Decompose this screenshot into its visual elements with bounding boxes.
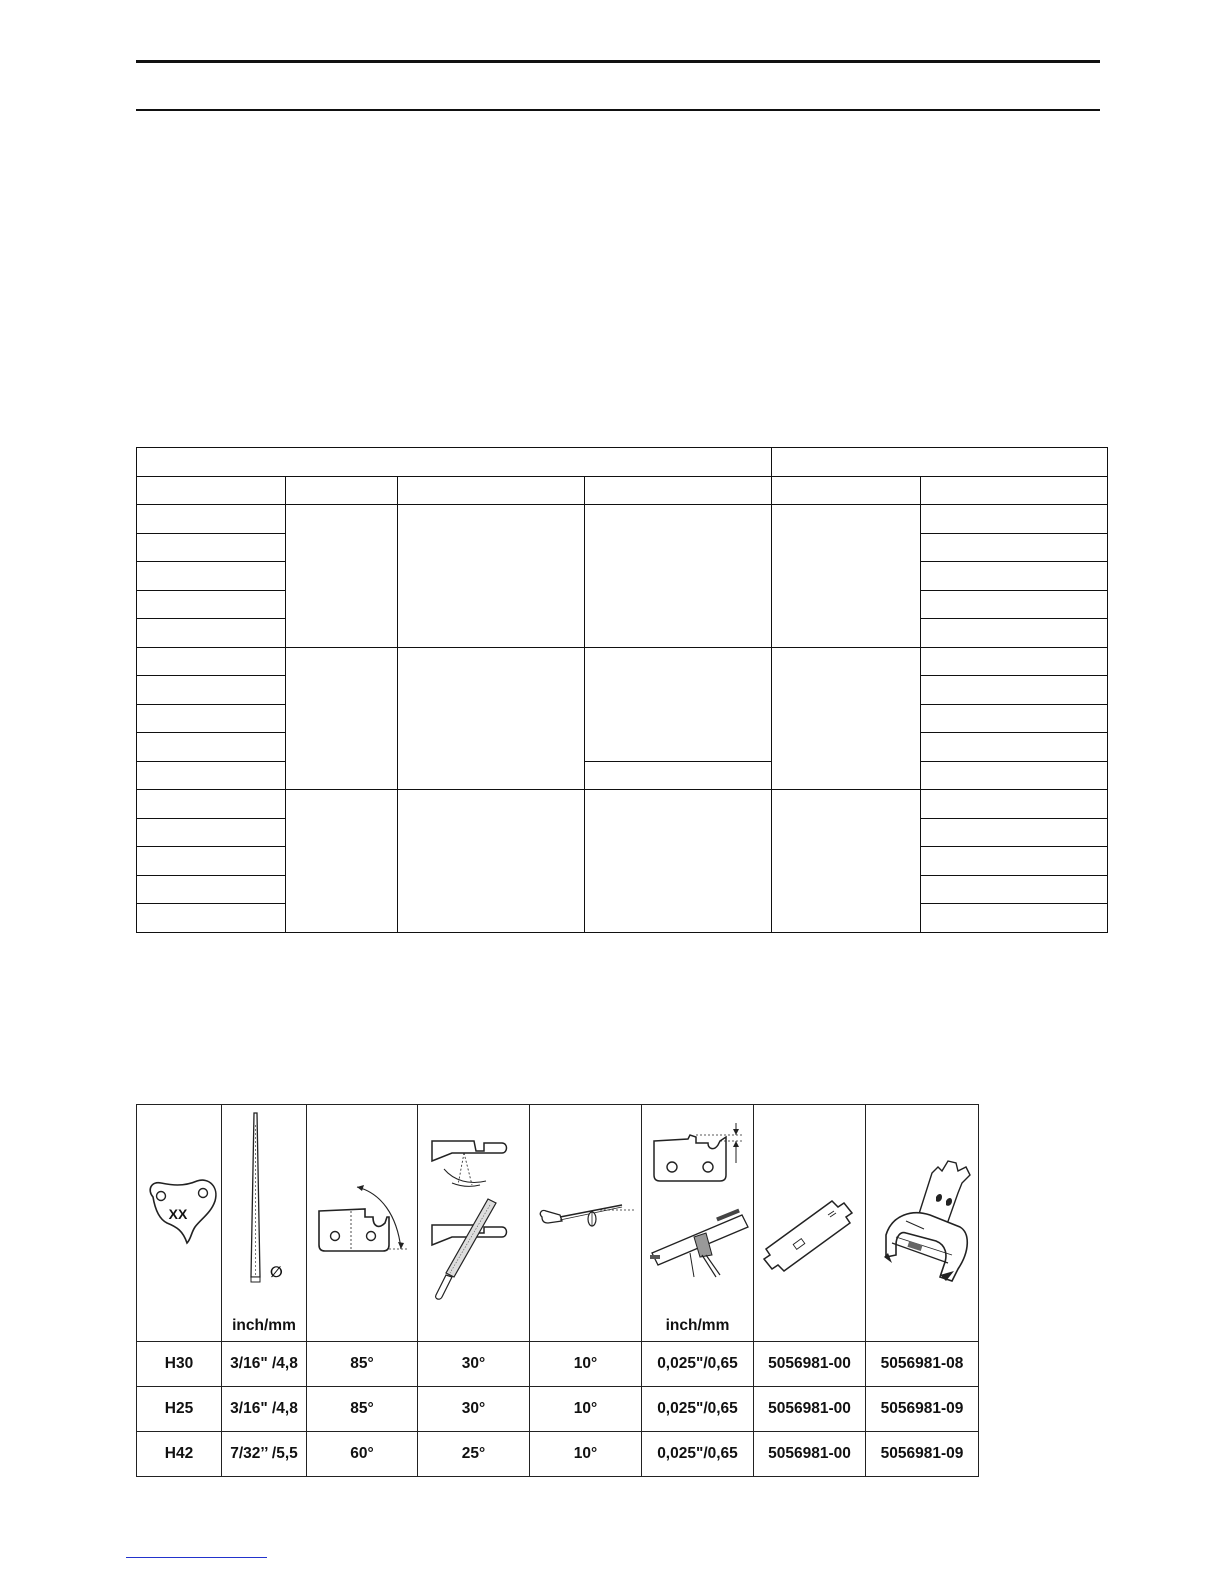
table-cell bbox=[772, 790, 921, 933]
table-header-cell bbox=[398, 476, 585, 505]
table-row bbox=[137, 1342, 979, 1387]
file-tilt-icon bbox=[530, 1105, 642, 1341]
table-cell bbox=[137, 533, 286, 562]
table-cell bbox=[286, 790, 398, 933]
file-gauge-icon-cell bbox=[866, 1105, 979, 1342]
file-size-cell: 7/32’’ /5,5 bbox=[222, 1432, 307, 1477]
cutter-cell: H30 bbox=[137, 1342, 222, 1387]
table-cell bbox=[921, 619, 1108, 648]
table-cell bbox=[137, 790, 286, 819]
cutter-cell: H42 bbox=[137, 1432, 222, 1477]
tilt-angle-icon-cell bbox=[530, 1105, 642, 1342]
table-cell bbox=[921, 562, 1108, 591]
tilt-angle-cell: 10° bbox=[530, 1432, 642, 1477]
table-cell bbox=[398, 790, 585, 933]
depth-gauge-tool-icon bbox=[754, 1105, 866, 1341]
table-cell bbox=[137, 733, 286, 762]
table-cell bbox=[398, 505, 585, 648]
table-cell bbox=[921, 676, 1108, 705]
table-cell bbox=[921, 590, 1108, 619]
table-cell bbox=[921, 761, 1108, 790]
table-header-cell bbox=[585, 476, 772, 505]
file-gauge-part-cell: 5056981-09 bbox=[866, 1387, 979, 1432]
depth-gauge-icon bbox=[642, 1105, 754, 1341]
top-plate-angle-cell: 85° bbox=[307, 1387, 418, 1432]
footer-link-underline[interactable] bbox=[126, 1557, 267, 1558]
depth-gauge-cell: 0,025"/0,65 bbox=[642, 1432, 754, 1477]
table-cell bbox=[921, 847, 1108, 876]
file-size-cell: 3/16" /4,8 bbox=[222, 1342, 307, 1387]
table-cell bbox=[137, 619, 286, 648]
table-cell bbox=[137, 761, 286, 790]
cutter-code-label: XX bbox=[168, 1206, 188, 1222]
table-cell bbox=[137, 847, 286, 876]
bar-chain-table bbox=[136, 447, 1108, 933]
table-cell bbox=[921, 733, 1108, 762]
file-gauge-tool-icon bbox=[866, 1105, 979, 1341]
header-rule-bottom bbox=[136, 109, 1100, 111]
table-header-cell bbox=[286, 476, 398, 505]
depth-unit-label: inch/mm bbox=[665, 1317, 730, 1334]
table-cell bbox=[921, 790, 1108, 819]
table-header-cell bbox=[772, 448, 1108, 477]
file-gauge-part-cell: 5056981-08 bbox=[866, 1342, 979, 1387]
table-cell bbox=[398, 647, 585, 790]
table-cell bbox=[772, 505, 921, 648]
table-row bbox=[137, 1387, 979, 1432]
file-angle-cell: 30° bbox=[418, 1342, 530, 1387]
file-icon-cell bbox=[222, 1105, 307, 1342]
table-row bbox=[137, 476, 1108, 505]
table-cell bbox=[286, 647, 398, 790]
table-cell bbox=[585, 761, 772, 790]
table-header-cell bbox=[772, 476, 921, 505]
table-row bbox=[137, 647, 1108, 676]
icon-header-row bbox=[137, 1105, 979, 1342]
tilt-angle-cell: 10° bbox=[530, 1387, 642, 1432]
file-angle-icon-cell bbox=[418, 1105, 530, 1342]
cutter-icon-cell bbox=[137, 1105, 222, 1342]
file-angle-cell: 25° bbox=[418, 1432, 530, 1477]
table-cell bbox=[921, 704, 1108, 733]
table-cell bbox=[137, 647, 286, 676]
table-cell bbox=[921, 875, 1108, 904]
table-cell bbox=[585, 505, 772, 648]
cutter-cell: H25 bbox=[137, 1387, 222, 1432]
depth-gauge-cell: 0,025"/0,65 bbox=[642, 1342, 754, 1387]
header-rule-top bbox=[136, 60, 1100, 63]
table-row bbox=[137, 790, 1108, 819]
table-row bbox=[137, 1432, 979, 1477]
table-row bbox=[137, 448, 1108, 477]
table-row bbox=[137, 761, 1108, 790]
depth-gauge-icon-cell bbox=[642, 1105, 754, 1342]
file-gauge-part-cell: 5056981-09 bbox=[866, 1432, 979, 1477]
tilt-angle-cell: 10° bbox=[530, 1342, 642, 1387]
top-plate-angle-cell: 85° bbox=[307, 1342, 418, 1387]
table-cell bbox=[921, 647, 1108, 676]
depth-gauge-cell: 0,025"/0,65 bbox=[642, 1387, 754, 1432]
table-row bbox=[137, 505, 1108, 534]
table-cell bbox=[585, 647, 772, 761]
table-cell bbox=[137, 704, 286, 733]
file-diameter-symbol: ∅ bbox=[270, 1263, 283, 1281]
table-header-cell bbox=[137, 476, 286, 505]
table-header-cell bbox=[137, 448, 772, 477]
table-cell bbox=[585, 790, 772, 933]
gauge-tool-part-cell: 5056981-00 bbox=[754, 1387, 866, 1432]
round-file-icon bbox=[222, 1105, 307, 1341]
table-cell bbox=[137, 590, 286, 619]
gauge-tool-part-cell: 5056981-00 bbox=[754, 1432, 866, 1477]
gauge-tool-icon-cell bbox=[754, 1105, 866, 1342]
table-cell bbox=[137, 505, 286, 534]
top-plate-angle-icon bbox=[307, 1105, 418, 1341]
file-angle-icon bbox=[418, 1105, 530, 1341]
table-cell bbox=[137, 875, 286, 904]
table-cell bbox=[137, 562, 286, 591]
sharpening-table bbox=[136, 1104, 979, 1477]
table-cell bbox=[772, 647, 921, 790]
file-unit-label: inch/mm bbox=[232, 1317, 296, 1334]
table-cell bbox=[921, 533, 1108, 562]
file-angle-cell: 30° bbox=[418, 1387, 530, 1432]
file-size-cell: 3/16" /4,8 bbox=[222, 1387, 307, 1432]
cutter-icon bbox=[137, 1105, 222, 1341]
table-cell bbox=[921, 904, 1108, 933]
table-cell bbox=[921, 505, 1108, 534]
table-cell bbox=[137, 676, 286, 705]
table-cell bbox=[137, 818, 286, 847]
table-cell bbox=[137, 904, 286, 933]
gauge-tool-part-cell: 5056981-00 bbox=[754, 1342, 866, 1387]
top-plate-angle-icon-cell bbox=[307, 1105, 418, 1342]
table-cell bbox=[921, 818, 1108, 847]
top-plate-angle-cell: 60° bbox=[307, 1432, 418, 1477]
table-cell bbox=[286, 505, 398, 648]
table-header-cell bbox=[921, 476, 1108, 505]
